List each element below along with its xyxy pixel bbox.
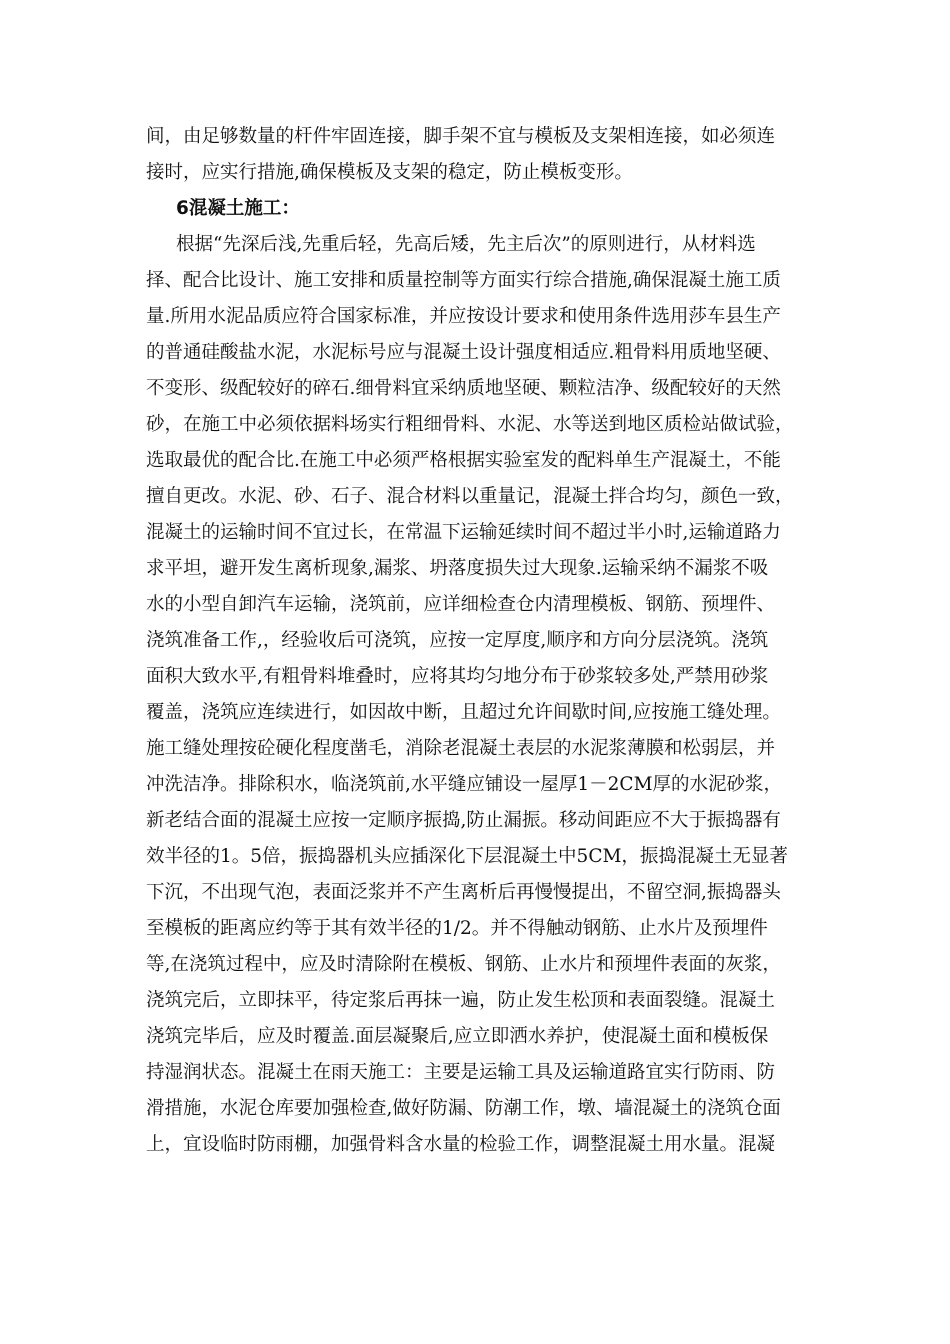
paragraph-line: 选取最优的配合比.在施工中必须严格根据实验室发的配料单生产混凝土，不能 — [146, 450, 781, 471]
paragraph-line: 浇筑准备工作,，经验收后可浇筑，应按一定厚度,顺序和方向分层浇筑。浇筑 — [146, 630, 769, 651]
paragraph-line: 效半径的1。5倍，振捣器机头应插深化下层混凝土中5CM，振捣混凝土无显著 — [146, 846, 788, 867]
paragraph-line: 浇筑完后，立即抹平，待定浆后再抹一遍，防止发生松顶和表面裂缝。混凝土 — [146, 990, 776, 1011]
paragraph-line: 砂，在施工中必须依据料场实行粗细骨料、水泥、水等送到地区质检站做试验， — [146, 414, 794, 435]
paragraph-line: 面积大致水平,有粗骨料堆叠时，应将其均匀地分布于砂浆较多处,严禁用砂浆 — [146, 666, 769, 687]
paragraph-line: 冲洗洁净。排除积水，临浇筑前,水平缝应铺设一屋厚1－2CM厚的水泥砂浆， — [146, 774, 783, 795]
paragraph-line: 覆盖，浇筑应连续进行，如因故中断，且超过允许间歇时间,应按施工缝处理。 — [146, 702, 781, 723]
paragraph-line: 新老结合面的混凝土应按一定顺序振捣,防止漏振。移动间距应不大于振捣器有 — [146, 810, 781, 831]
paragraph-line: 上，宜设临时防雨棚，加强骨料含水量的检验工作，调整混凝土用水量。混凝 — [146, 1134, 776, 1155]
paragraph-line: 择、配合比设计、施工安排和质量控制等方面实行综合措施,确保混凝土施工质 — [146, 270, 781, 291]
paragraph-line: 水的小型自卸汽车运输，浇筑前，应详细检查仓内清理模板、钢筋、预埋件、 — [146, 594, 776, 615]
paragraph-line: 浇筑完毕后，应及时覆盖.面层凝聚后,应立即洒水养护，使混凝土面和模板保 — [146, 1026, 769, 1047]
paragraph-line: 滑措施，水泥仓库要加强检查,做好防漏、防潮工作，墩、墙混凝土的浇筑仓面 — [146, 1098, 781, 1119]
paragraph-line: 不变形、级配较好的碎石.细骨料宜采纳质地坚硬、颗粒洁净、级配较好的天然 — [146, 378, 781, 399]
paragraph-line: 的普通硅酸盐水泥，水泥标号应与混凝土设计强度相适应.粗骨料用质地坚硬、 — [146, 342, 781, 363]
paragraph-line: 擅自更改。水泥、砂、石子、混合材料以重量记，混凝土拌合均匀，颜色一致， — [146, 486, 794, 507]
paragraph-line: 施工缝处理按砼硬化程度凿毛，消除老混凝土表层的水泥浆薄膜和松弱层，并 — [146, 738, 776, 759]
paragraph-line: 量.所用水泥品质应符合国家标准，并应按设计要求和使用条件选用莎车县生产 — [146, 306, 781, 327]
paragraph-line: 混凝土的运输时间不宜过长，在常温下运输延续时间不超过半小时,运输道路力 — [146, 522, 781, 543]
paragraph-line: 至模板的距离应约等于其有效半径的1/2。并不得触动钢筋、止水片及预埋件 — [146, 918, 768, 939]
paragraph-line: 持湿润状态。混凝土在雨天施工：主要是运输工具及运输道路宜实行防雨、防 — [146, 1062, 776, 1083]
paragraph-line: 间，由足够数量的杆件牢固连接，脚手架不宜与模板及支架相连接，如必须连 — [146, 126, 776, 147]
paragraph-line: 根据“先深后浅,先重后轻，先高后矮，先主后次”的原则进行，从材料选 — [176, 234, 756, 255]
paragraph-line: 接时，应实行措施,确保模板及支架的稳定，防止模板变形。 — [146, 162, 633, 183]
section-heading: 6混凝土施工： — [176, 198, 300, 219]
paragraph-line: 求平坦，避开发生离析现象,漏浆、坍落度损失过大现象.运输采纳不漏浆不吸 — [146, 558, 769, 579]
paragraph-line: 下沉，不出现气泡，表面泛浆并不产生离析后再慢慢提出，不留空洞,振捣器头 — [146, 882, 781, 903]
paragraph-line: 等,在浇筑过程中，应及时清除附在模板、钢筋、止水片和预埋件表面的灰浆， — [146, 954, 781, 975]
